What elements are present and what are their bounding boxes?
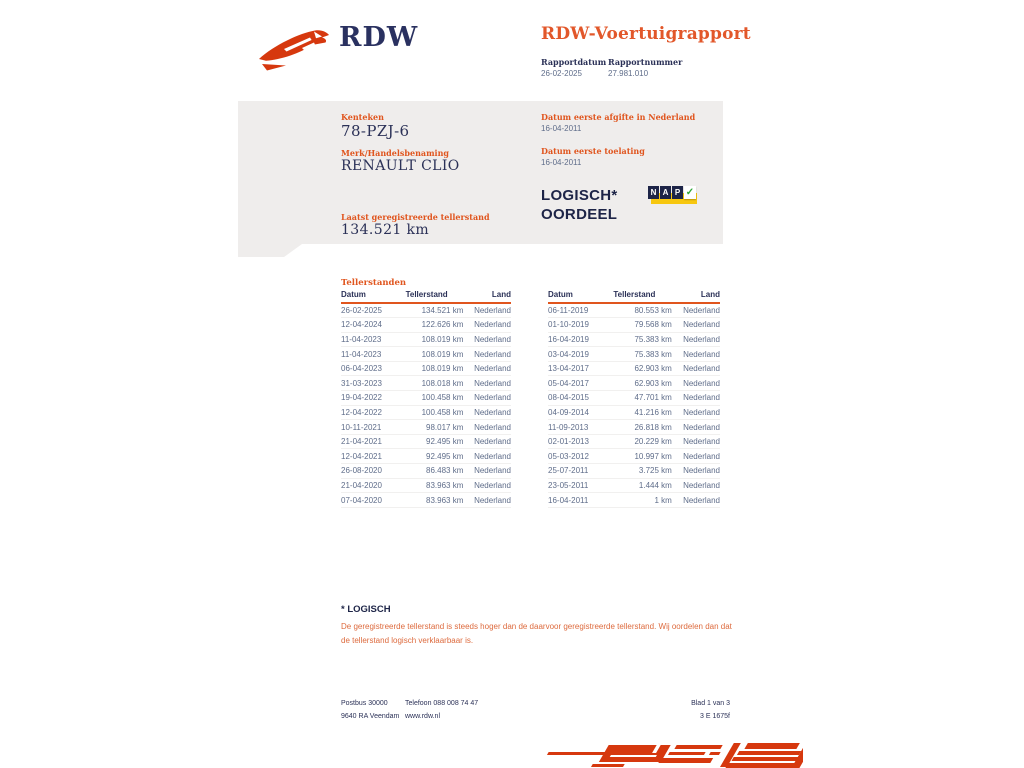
datum-cell: 07-04-2020 <box>341 493 406 508</box>
datum-cell: 03-04-2019 <box>548 347 613 362</box>
tellerstand-cell: 62.903 km <box>613 376 671 391</box>
table-row <box>341 449 511 464</box>
table-row <box>548 493 720 508</box>
rdw-logo-icon <box>256 26 334 72</box>
table-row <box>341 434 511 449</box>
tellerstand-cell: 108.019 km <box>406 332 464 347</box>
tellerstand-cell: 26.818 km <box>613 420 671 435</box>
tellerstand-cell: 1 km <box>613 493 671 508</box>
datum-cell: 01-10-2019 <box>548 318 613 333</box>
table-header-row <box>548 290 720 303</box>
tellerstand-cell: 80.553 km <box>613 303 671 318</box>
header-tellerstand: Tellerstand <box>406 290 464 303</box>
land-cell: Nederland <box>672 449 720 464</box>
land-cell: Nederland <box>672 376 720 391</box>
table-header-row <box>341 290 511 303</box>
land-cell: Nederland <box>672 332 720 347</box>
table-row <box>341 391 511 406</box>
table-row <box>341 361 511 376</box>
tellerstanden-title: Tellerstanden <box>341 278 407 288</box>
land-cell: Nederland <box>463 478 511 493</box>
table-row <box>548 434 720 449</box>
footer-website: www.rdw.nl <box>405 713 441 720</box>
tellerstand-label: Laatst geregistreerde tellerstand <box>341 212 490 222</box>
afgifte-label: Datum eerste afgifte in Nederland <box>541 112 696 122</box>
report-title: RDW-Voertuigrapport <box>541 24 751 44</box>
oordeel-verdict <box>541 186 618 224</box>
toelating-label: Datum eerste toelating <box>541 146 645 156</box>
table-row <box>548 420 720 435</box>
tellerstand-cell: 41.216 km <box>613 405 671 420</box>
footer-address-line1: Postbus 30000 <box>341 700 388 707</box>
land-cell: Nederland <box>463 318 511 333</box>
land-cell: Nederland <box>463 493 511 508</box>
datum-cell: 06-11-2019 <box>548 303 613 318</box>
land-cell: Nederland <box>463 391 511 406</box>
nap-logo <box>648 185 700 207</box>
odometer-table-left <box>341 290 511 508</box>
tellerstand-cell: 86.483 km <box>406 464 464 479</box>
report-date-value: 26-02-2025 <box>541 69 582 78</box>
tellerstand-cell: 75.383 km <box>613 332 671 347</box>
table-row <box>341 478 511 493</box>
table-row <box>341 376 511 391</box>
tellerstand-cell: 122.626 km <box>406 318 464 333</box>
land-cell: Nederland <box>672 493 720 508</box>
table-row <box>341 464 511 479</box>
tellerstand-cell: 75.383 km <box>613 347 671 362</box>
land-cell: Nederland <box>672 464 720 479</box>
report-number-value: 27.981.010 <box>608 69 649 78</box>
datum-cell: 11-04-2023 <box>341 332 406 347</box>
summary-box-tab <box>238 244 302 257</box>
table-row <box>548 391 720 406</box>
land-cell: Nederland <box>672 478 720 493</box>
tellerstand-cell: 108.019 km <box>406 361 464 376</box>
table-row <box>341 347 511 362</box>
table-row <box>341 318 511 333</box>
land-cell: Nederland <box>463 361 511 376</box>
datum-cell: 10-11-2021 <box>341 420 406 435</box>
land-cell: Nederland <box>672 405 720 420</box>
datum-cell: 05-04-2017 <box>548 376 613 391</box>
datum-cell: 26-08-2020 <box>341 464 406 479</box>
header-datum: Datum <box>341 290 406 303</box>
land-cell: Nederland <box>463 376 511 391</box>
footer-form-code: 3 E 1675f <box>700 713 730 720</box>
datum-cell: 12-04-2022 <box>341 405 406 420</box>
tellerstand-cell: 108.018 km <box>406 376 464 391</box>
land-cell: Nederland <box>672 347 720 362</box>
toelating-value: 16-04-2011 <box>541 158 582 167</box>
rdw-speed-bars-graphic <box>543 741 803 768</box>
tellerstand-cell: 98.017 km <box>406 420 464 435</box>
land-cell: Nederland <box>463 434 511 449</box>
datum-cell: 26-02-2025 <box>341 303 406 318</box>
footer-phone: Telefoon 088 008 74 47 <box>405 700 479 707</box>
table-row <box>341 405 511 420</box>
datum-cell: 19-04-2022 <box>341 391 406 406</box>
land-cell: Nederland <box>672 361 720 376</box>
tellerstand-cell: 92.495 km <box>406 434 464 449</box>
tellerstand-cell: 47.701 km <box>613 391 671 406</box>
datum-cell: 23-05-2011 <box>548 478 613 493</box>
kenteken-value: 78-PZJ-6 <box>341 122 410 140</box>
footnote-text: De geregistreerde tellerstand is steeds hoger dan de daarvoor geregistreerde tellerstand. Wij oordelen dan dat de tellerstand logisch verklaarbaar is. <box>341 622 732 645</box>
table-row <box>341 303 511 318</box>
land-cell: Nederland <box>463 405 511 420</box>
merk-value: RENAULT CLIO <box>341 158 460 174</box>
header-tellerstand: Tellerstand <box>613 290 671 303</box>
land-cell: Nederland <box>672 318 720 333</box>
report-date-label: Rapportdatum <box>541 57 607 67</box>
tellerstand-cell: 62.903 km <box>613 361 671 376</box>
tellerstand-cell: 3.725 km <box>613 464 671 479</box>
table-row <box>341 332 511 347</box>
land-cell: Nederland <box>463 449 511 464</box>
table-row <box>548 478 720 493</box>
nap-letter-n: N <box>648 186 659 199</box>
datum-cell: 08-04-2015 <box>548 391 613 406</box>
datum-cell: 16-04-2019 <box>548 332 613 347</box>
nap-letter-p: P <box>672 186 683 199</box>
land-cell: Nederland <box>463 464 511 479</box>
tellerstand-cell: 10.997 km <box>613 449 671 464</box>
footer-address-line2: 9640 RA Veendam <box>341 713 400 720</box>
report-number-label: Rapportnummer <box>608 57 683 67</box>
table-row <box>341 420 511 435</box>
tellerstand-cell: 83.963 km <box>406 493 464 508</box>
nap-letter-a: A <box>660 186 671 199</box>
table-row <box>548 464 720 479</box>
land-cell: Nederland <box>463 420 511 435</box>
table-row <box>548 318 720 333</box>
vehicle-summary-box <box>238 101 723 244</box>
tellerstand-cell: 1.444 km <box>613 478 671 493</box>
merk-label: Merk/Handelsbenaming <box>341 148 450 158</box>
land-cell: Nederland <box>463 347 511 362</box>
datum-cell: 02-01-2013 <box>548 434 613 449</box>
land-cell: Nederland <box>672 303 720 318</box>
datum-cell: 21-04-2020 <box>341 478 406 493</box>
table-row <box>548 332 720 347</box>
tellerstand-cell: 79.568 km <box>613 318 671 333</box>
tellerstand-cell: 92.495 km <box>406 449 464 464</box>
footnote-title: * LOGISCH <box>341 604 391 615</box>
header-land: Land <box>672 290 720 303</box>
datum-cell: 13-04-2017 <box>548 361 613 376</box>
datum-cell: 31-03-2023 <box>341 376 406 391</box>
tellerstand-cell: 134.521 km <box>406 303 464 318</box>
oordeel-line2: OORDEEL <box>541 206 618 223</box>
datum-cell: 25-07-2011 <box>548 464 613 479</box>
tellerstand-cell: 108.019 km <box>406 347 464 362</box>
land-cell: Nederland <box>463 303 511 318</box>
footer-page-indicator: Blad 1 van 3 <box>691 700 730 707</box>
datum-cell: 12-04-2021 <box>341 449 406 464</box>
table-row <box>548 347 720 362</box>
tellerstand-value: 134.521 km <box>341 222 430 238</box>
datum-cell: 06-04-2023 <box>341 361 406 376</box>
table-row <box>548 376 720 391</box>
oordeel-line1: LOGISCH* <box>541 187 618 204</box>
land-cell: Nederland <box>463 332 511 347</box>
kenteken-label: Kenteken <box>341 112 384 122</box>
land-cell: Nederland <box>672 391 720 406</box>
land-cell: Nederland <box>672 420 720 435</box>
table-row <box>341 493 511 508</box>
tellerstand-cell: 83.963 km <box>406 478 464 493</box>
datum-cell: 05-03-2012 <box>548 449 613 464</box>
table-row <box>548 361 720 376</box>
datum-cell: 04-09-2014 <box>548 405 613 420</box>
tellerstand-cell: 100.458 km <box>406 405 464 420</box>
afgifte-value: 16-04-2011 <box>541 124 582 133</box>
header-datum: Datum <box>548 290 613 303</box>
datum-cell: 16-04-2011 <box>548 493 613 508</box>
datum-cell: 21-04-2021 <box>341 434 406 449</box>
table-row <box>548 405 720 420</box>
tellerstand-cell: 20.229 km <box>613 434 671 449</box>
datum-cell: 12-04-2024 <box>341 318 406 333</box>
nap-check-icon: ✓ <box>685 187 695 198</box>
tellerstand-cell: 100.458 km <box>406 391 464 406</box>
table-row <box>548 449 720 464</box>
datum-cell: 11-04-2023 <box>341 347 406 362</box>
datum-cell: 11-09-2013 <box>548 420 613 435</box>
rdw-logotype: RDW <box>339 22 419 53</box>
header-land: Land <box>463 290 511 303</box>
land-cell: Nederland <box>672 434 720 449</box>
table-row <box>548 303 720 318</box>
odometer-table-right <box>548 290 720 508</box>
